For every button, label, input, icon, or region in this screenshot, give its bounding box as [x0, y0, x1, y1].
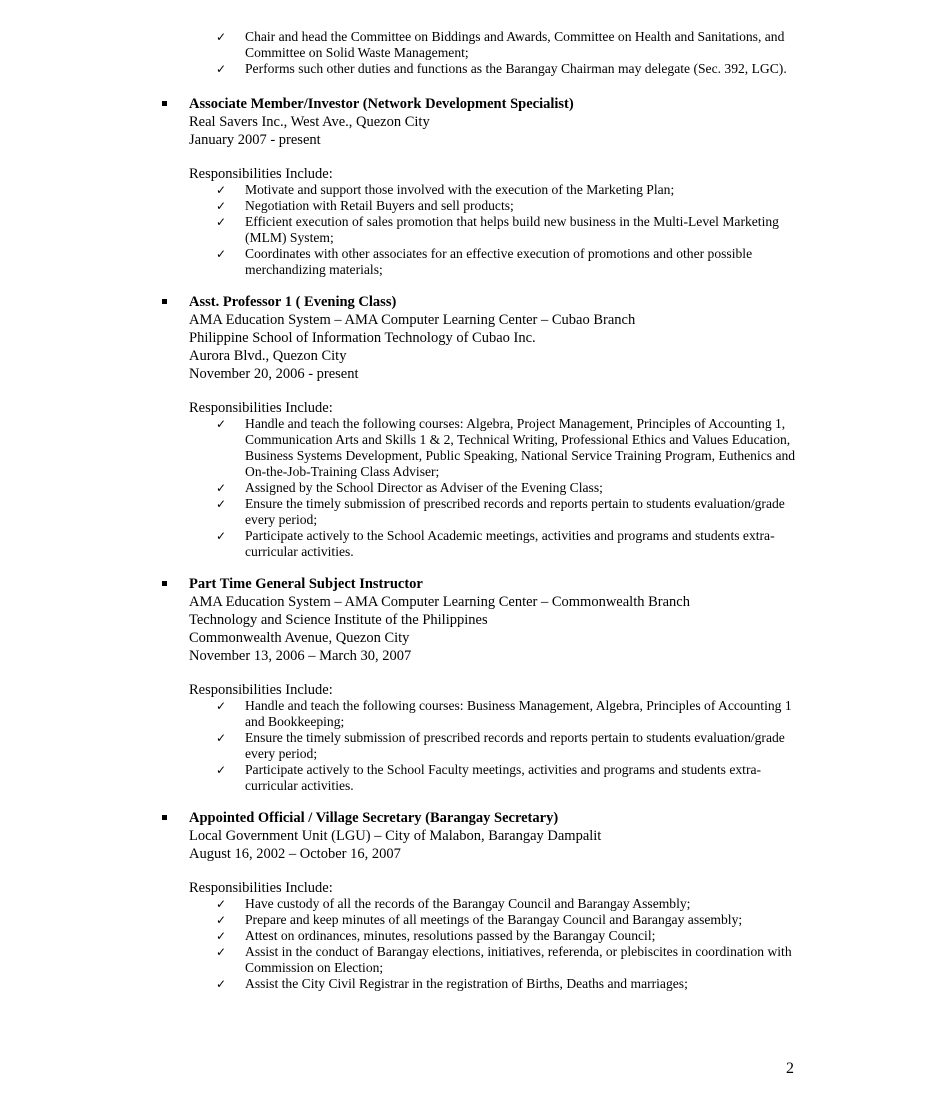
responsibilities-label: Responsibilities Include: [189, 166, 333, 182]
item-text: Attest on ordinances, minutes, resolutions passed by the Barangay Council; [245, 928, 656, 943]
continued-responsibilities-list [189, 29, 799, 77]
item-text: Motivate and support those involved with the execution of the Marketing Plan; [245, 182, 675, 197]
checkmark-icon: ✓ [216, 699, 227, 713]
list-item [189, 928, 799, 944]
checkmark-icon: ✓ [216, 199, 227, 213]
list-item [189, 896, 799, 912]
list-item [189, 496, 799, 528]
list-item [189, 246, 799, 278]
item-text: Handle and teach the following courses: Algebra, Project Management, Principles of Accounting 1, Communication Arts and Skills 1 & 2, Technical Writing, Professional Ethics and Values Education, Business Systems Development, Public Speaking, National Service Training Program, Euthenics and On-the-Job-Training Class Adviser; [245, 416, 796, 479]
job-address: Aurora Blvd., Quezon City [189, 348, 347, 364]
list-item [189, 182, 799, 198]
job-title: Asst. Professor 1 ( Evening Class) [189, 294, 397, 310]
work-experience-section [0, 96, 931, 992]
item-text: Efficient execution of sales promotion that helps build new business in the Multi-Level Marketing (MLM) System; [245, 214, 779, 245]
list-item [189, 698, 799, 730]
item-text: Coordinates with other associates for an effective execution of promotions and other possible merchandizing materials; [245, 246, 753, 277]
list-item [189, 214, 799, 246]
job-company: Real Savers Inc., West Ave., Quezon City [189, 114, 430, 130]
checkmark-icon: ✓ [216, 417, 227, 431]
item-text: Participate actively to the School Academic meetings, activities and programs and students extra-curricular activities. [245, 528, 775, 559]
job-company: AMA Education System – AMA Computer Learning Center – Commonwealth Branch [189, 594, 690, 610]
checkmark-icon: ✓ [216, 497, 227, 511]
checkmark-icon: ✓ [216, 913, 227, 927]
square-bullet-icon [162, 101, 167, 106]
list-item [189, 762, 799, 794]
responsibilities-list [189, 416, 799, 560]
checkmark-icon: ✓ [216, 215, 227, 229]
list-item [189, 480, 799, 496]
responsibilities-list [189, 896, 799, 992]
responsibilities-list [189, 698, 799, 794]
responsibilities-label: Responsibilities Include: [189, 400, 333, 416]
checkmark-icon: ✓ [216, 731, 227, 745]
checkmark-icon: ✓ [216, 30, 227, 44]
checkmark-icon: ✓ [216, 247, 227, 261]
job-entry-part-time-instructor [189, 576, 799, 794]
job-school: Technology and Science Institute of the Philippines [189, 612, 488, 628]
checkmark-icon: ✓ [216, 977, 227, 991]
checkmark-icon: ✓ [216, 945, 227, 959]
job-address: Commonwealth Avenue, Quezon City [189, 630, 410, 646]
list-item [189, 912, 799, 928]
job-dates: August 16, 2002 – October 16, 2007 [189, 846, 401, 862]
list-item [189, 730, 799, 762]
checkmark-icon: ✓ [216, 183, 227, 197]
item-text: Negotiation with Retail Buyers and sell products; [245, 198, 514, 213]
item-text: Participate actively to the School Faculty meetings, activities and programs and students extra-curricular activities. [245, 762, 762, 793]
page-number: 2 [786, 1060, 794, 1077]
checkmark-icon: ✓ [216, 529, 227, 543]
list-item [189, 29, 799, 61]
job-company: AMA Education System – AMA Computer Learning Center – Cubao Branch [189, 312, 636, 328]
checkmark-icon: ✓ [216, 763, 227, 777]
responsibilities-list [189, 182, 799, 278]
item-text: Ensure the timely submission of prescribed records and reports pertain to students evaluation/grade every period; [245, 496, 785, 527]
job-title: Associate Member/Investor (Network Development Specialist) [189, 96, 574, 112]
job-title: Appointed Official / Village Secretary (Barangay Secretary) [189, 810, 559, 826]
job-company: Local Government Unit (LGU) – City of Malabon, Barangay Dampalit [189, 828, 602, 844]
checkmark-icon: ✓ [216, 897, 227, 911]
job-dates: January 2007 - present [189, 132, 321, 148]
job-entry-asst-professor [189, 294, 799, 560]
item-text: Have custody of all the records of the Barangay Council and Barangay Assembly; [245, 896, 691, 911]
item-text: Performs such other duties and functions as the Barangay Chairman may delegate (Sec. 392, LGC). [245, 61, 787, 76]
item-text: Prepare and keep minutes of all meetings of the Barangay Council and Barangay assembly; [245, 912, 743, 927]
responsibilities-label: Responsibilities Include: [189, 880, 333, 896]
item-text: Handle and teach the following courses: Business Management, Algebra, Principles of Accounting 1 and Bookkeeping; [245, 698, 792, 729]
list-item [189, 61, 799, 77]
list-item [189, 198, 799, 214]
checkmark-icon: ✓ [216, 481, 227, 495]
item-text: Assist the City Civil Registrar in the registration of Births, Deaths and marriages; [245, 976, 688, 991]
item-text: Ensure the timely submission of prescribed records and reports pertain to students evaluation/grade every period; [245, 730, 785, 761]
list-item [189, 528, 799, 560]
job-entry-barangay-secretary [189, 810, 799, 992]
job-dates: November 13, 2006 – March 30, 2007 [189, 648, 412, 664]
list-item [189, 944, 799, 976]
job-entry-associate-member [189, 96, 799, 278]
item-text: Assigned by the School Director as Adviser of the Evening Class; [245, 480, 603, 495]
item-text: Chair and head the Committee on Biddings and Awards, Committee on Health and Sanitations, and Committee on Solid Waste Management; [245, 29, 785, 60]
list-item [189, 416, 799, 480]
checkmark-icon: ✓ [216, 929, 227, 943]
job-school: Philippine School of Information Technology of Cubao Inc. [189, 330, 536, 346]
checkmark-icon: ✓ [216, 62, 227, 76]
square-bullet-icon [162, 581, 167, 586]
job-dates: November 20, 2006 - present [189, 366, 359, 382]
responsibilities-label: Responsibilities Include: [189, 682, 333, 698]
square-bullet-icon [162, 815, 167, 820]
list-item [189, 976, 799, 992]
item-text: Assist in the conduct of Barangay elections, initiatives, referenda, or plebiscites in coordination with Commission on Election; [245, 944, 792, 975]
square-bullet-icon [162, 299, 167, 304]
job-title: Part Time General Subject Instructor [189, 576, 423, 592]
